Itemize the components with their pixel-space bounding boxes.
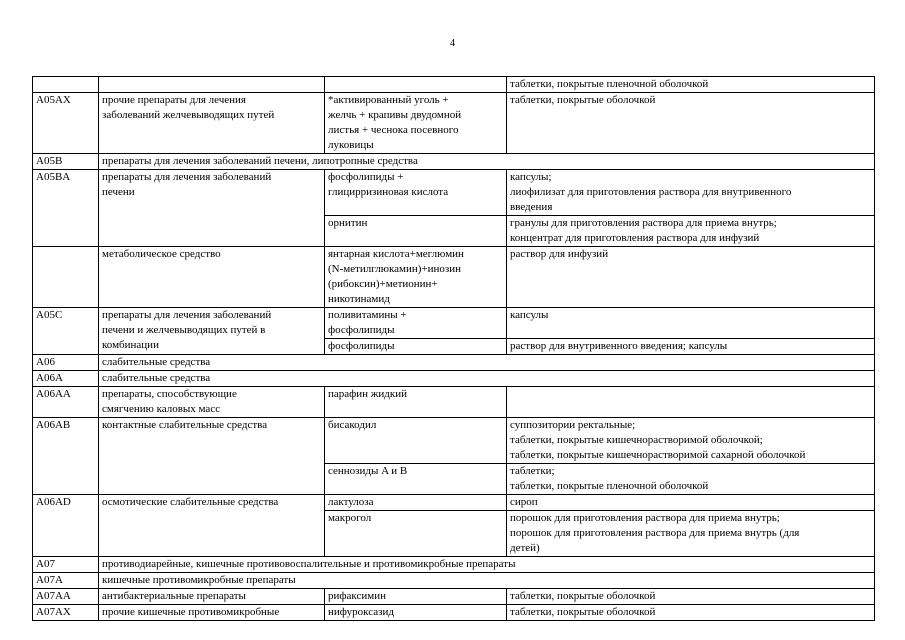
substance-line: рифаксимин [328,590,386,602]
dosage-form-line: капсулы; [510,171,552,183]
substance-line: лактулоза [328,496,374,508]
dosage-form-line: таблетки, покрытые пленочной оболочкой [510,480,709,492]
dosage-form-cell [507,387,875,418]
substance-line: (рибоксин)+метионин+ [328,278,438,290]
atc-group-cell: препараты для лечения заболеваний печени, липотропные средства [99,154,875,170]
atc-group-cell [99,605,325,621]
atc-code-cell: A06AB [33,418,99,495]
substance-cell [325,418,507,464]
atc-code-cell: A07A [33,573,99,589]
substance-line: никотинамид [328,293,390,305]
substance-cell [325,93,507,154]
substance-cell [325,464,507,495]
atc-group-cell [99,589,325,605]
substance-line: листья + чеснока посевного [328,124,459,136]
dosage-form-cell [507,247,875,308]
table-row [33,557,875,573]
atc-code-cell: A06 [33,355,99,371]
atc-group-line: метаболическое средство [102,248,221,260]
substance-line: луковицы [328,139,374,151]
atc-group-line: комбинации [102,339,159,351]
substance-cell [325,77,507,93]
atc-code-cell: A05BA [33,170,99,247]
dosage-form-cell [507,418,875,464]
substance-line: фосфолипиды + [328,171,404,183]
dosage-form-line: раствор для инфузий [510,248,609,260]
atc-code-cell [33,77,99,93]
dosage-form-line: сироп [510,496,538,508]
table-row [33,355,875,371]
dosage-form-line: детей) [510,542,540,554]
atc-code-cell: A06AD [33,495,99,557]
substance-line: (N-метилглюкамин)+инозин [328,263,462,275]
atc-code-cell: A07AX [33,605,99,621]
atc-group-line: препараты для лечения заболеваний [102,171,272,183]
substance-line: желчь + крапивы двудомной [328,109,462,121]
substance-line: орнитин [328,217,368,229]
atc-group-cell [99,387,325,418]
page-number: 4 [449,38,456,49]
atc-code-cell: A05C [33,308,99,355]
substance-line: парафин жидкий [328,388,408,400]
dosage-form-cell [507,511,875,557]
atc-group-cell [99,308,325,355]
table-row [33,495,875,511]
atc-group-cell: противодиарейные, кишечные противовоспалительные и противомикробные препараты [99,557,875,573]
table-row [33,247,875,308]
substance-line: глицирризиновая кислота [328,186,449,198]
substance-line: сеннозиды A и B [328,465,408,477]
atc-group-line: заболеваний желчевыводящих путей [102,109,275,121]
substance-cell [325,589,507,605]
dosage-form-cell [507,170,875,216]
table-row [33,387,875,418]
table-row [33,93,875,154]
dosage-form-line: порошок для приготовления раствора для приема внутрь (для [510,527,800,539]
atc-code-cell: A06A [33,371,99,387]
dosage-form-cell [507,339,875,355]
substance-line: бисакодил [328,419,377,431]
substance-cell [325,605,507,621]
dosage-form-line: порошок для приготовления раствора для приема внутрь; [510,512,780,524]
dosage-form-line: концентрат для приготовления раствора для инфузий [510,232,760,244]
atc-group-cell [99,418,325,495]
atc-group-line: антибактериальные препараты [102,590,246,602]
dosage-form-line: капсулы [510,309,549,321]
table-row [33,573,875,589]
atc-group-cell: слабительные средства [99,355,875,371]
dosage-form-line: таблетки, покрытые пленочной оболочкой [510,78,709,90]
table-row [33,77,875,93]
atc-group-line: прочие препараты для лечения [102,94,246,106]
dosage-form-line: суппозитории ректальные; [510,419,636,431]
dosage-form-line: таблетки; [510,465,555,477]
dosage-form-line: таблетки, покрытые оболочкой [510,590,656,602]
atc-code-cell: A06AA [33,387,99,418]
substance-line: макрогол [328,512,372,524]
atc-group-cell [99,495,325,557]
table-row [33,418,875,464]
atc-group-cell: кишечные противомикробные препараты [99,573,875,589]
atc-group-line: прочие кишечные противомикробные [102,606,280,618]
dosage-form-cell [507,464,875,495]
dosage-form-line: лиофилизат для приготовления раствора для внутривенного [510,186,792,198]
atc-group-cell [99,77,325,93]
table-row [33,589,875,605]
table-body [33,77,875,621]
table-row [33,154,875,170]
atc-group-line: осмотические слабительные средства [102,496,279,508]
substance-cell [325,495,507,511]
dosage-form-line: таблетки, покрытые кишечнорастворимой оболочкой; [510,434,763,446]
dosage-form-line: введения [510,201,553,213]
dosage-form-line: таблетки, покрытые кишечнорастворимой сахарной оболочкой [510,449,806,461]
dosage-form-line: таблетки, покрытые оболочкой [510,94,656,106]
dosage-form-line: гранулы для приготовления раствора для приема внутрь; [510,217,777,229]
atc-group-line: контактные слабительные средства [102,419,268,431]
dosage-form-cell [507,589,875,605]
substance-cell [325,247,507,308]
substance-line: *активированный уголь + [328,94,449,106]
substance-cell [325,216,507,247]
dosage-form-cell [507,495,875,511]
atc-code-cell [33,247,99,308]
atc-code-cell: A07 [33,557,99,573]
table-row [33,371,875,387]
substance-line: поливитамины + [328,309,407,321]
atc-group-line: препараты, способствующие [102,388,237,400]
substance-cell [325,387,507,418]
substance-line: фосфолипиды [328,324,395,336]
dosage-form-line: раствор для внутривенного введения; капсулы [510,340,728,352]
substance-cell [325,511,507,557]
dosage-form-cell [507,605,875,621]
table-row [33,605,875,621]
atc-group-line: печени [102,186,135,198]
table-row [33,170,875,216]
atc-group-cell [99,170,325,247]
atc-code-cell: A05B [33,154,99,170]
atc-group-cell: слабительные средства [99,371,875,387]
dosage-form-cell [507,93,875,154]
atc-group-line: препараты для лечения заболеваний [102,309,272,321]
drug-classification-table [32,76,875,621]
atc-group-line: смягчению каловых масс [102,403,221,415]
substance-cell [325,170,507,216]
atc-code-cell: A05AX [33,93,99,154]
substance-cell [325,339,507,355]
atc-code-cell: A07AA [33,589,99,605]
atc-group-cell [99,93,325,154]
dosage-form-line: таблетки, покрытые оболочкой [510,606,656,618]
table-row [33,308,875,339]
substance-line: фосфолипиды [328,340,395,352]
substance-line: нифуроксазид [328,606,394,618]
substance-cell [325,308,507,339]
dosage-form-cell [507,308,875,339]
substance-line: янтарная кислота+меглюмин [328,248,464,260]
dosage-form-cell [507,216,875,247]
atc-group-line: печени и желчевыводящих путей в [102,324,266,336]
dosage-form-cell [507,77,875,93]
atc-group-cell [99,247,325,308]
